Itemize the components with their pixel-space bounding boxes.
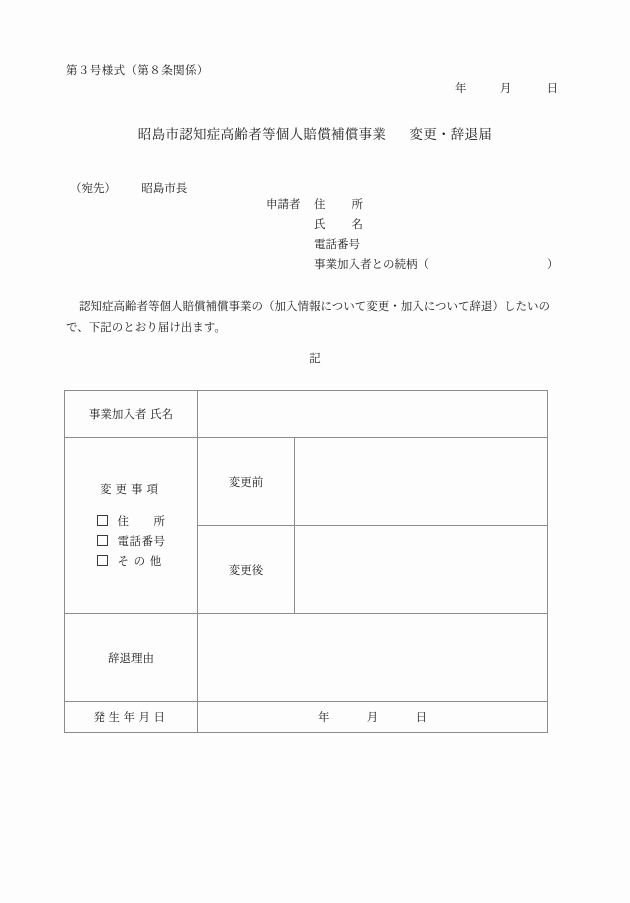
page-title-main: 昭島市認知症高齢者等個人賠償補償事業	[137, 127, 387, 143]
applicant-address-label: 住 所	[314, 197, 363, 211]
table-row-occurrence-date	[65, 702, 548, 733]
checkbox-label-address: 住 所	[117, 513, 166, 528]
insured-name-label: 事業加入者 氏名	[65, 391, 198, 438]
change-items-cell	[65, 438, 198, 614]
table-row-change-before	[65, 438, 548, 526]
page-title	[0, 123, 630, 143]
occurrence-date-value[interactable]	[198, 702, 548, 733]
insured-name-value[interactable]	[198, 391, 548, 438]
checkbox-label-phone: 電話番号	[117, 533, 166, 548]
ki-marker: 記	[309, 351, 321, 365]
checkbox-row-address[interactable]	[97, 511, 166, 531]
body-line-2: たいので、下記のとおり届け出ます。	[66, 299, 551, 334]
addressee-prefix: （宛先）	[70, 181, 116, 195]
applicant-tag: 申請者	[266, 197, 301, 211]
header-date-line	[455, 80, 558, 96]
checkbox-icon[interactable]	[97, 515, 108, 526]
applicant-name-label: 氏 名	[314, 217, 363, 231]
form-table	[64, 390, 548, 733]
table-row-withdrawal-reason	[65, 614, 548, 702]
before-value[interactable]	[295, 438, 548, 526]
occurrence-month: 月	[366, 710, 379, 724]
occurrence-day: 日	[415, 710, 428, 724]
occurrence-date-label: 発生年月日	[65, 702, 198, 733]
applicant-phone-label: 電話番号	[314, 237, 360, 251]
body-line-1: 認知症高齢者等個人賠償補償事業の（加入情報について変更・加入について辞退）し	[79, 299, 516, 313]
withdrawal-reason-label: 辞退理由	[65, 614, 198, 702]
applicant-relation-label: 事業加入者との続柄（ ）	[314, 257, 559, 271]
after-label: 変更後	[198, 526, 295, 614]
body-paragraph	[66, 296, 556, 338]
checkbox-row-phone[interactable]	[97, 531, 166, 551]
checkbox-row-other[interactable]	[97, 551, 166, 571]
header-date-year: 年	[455, 81, 467, 95]
applicant-phone-row	[266, 236, 559, 256]
occurrence-year: 年	[317, 710, 330, 724]
applicant-name-row	[266, 216, 559, 236]
addressee-name: 昭島市長	[141, 181, 188, 195]
header-date-month: 月	[499, 81, 512, 95]
checkbox-label-other: そ の 他	[117, 553, 162, 568]
applicant-block	[266, 196, 559, 276]
addressee-line	[70, 180, 187, 196]
withdrawal-reason-value[interactable]	[198, 614, 548, 702]
checkbox-icon[interactable]	[97, 535, 108, 546]
page-title-sub: 変更・辞退届	[409, 127, 493, 143]
table-row-insured-name	[65, 391, 548, 438]
after-value[interactable]	[295, 526, 548, 614]
form-number: 第３号様式（第８条関係）	[66, 63, 209, 77]
change-items-heading: 変更事項	[100, 481, 162, 496]
applicant-relation-row	[266, 256, 559, 276]
checkbox-icon[interactable]	[97, 555, 108, 566]
applicant-address-row	[266, 196, 559, 216]
before-label: 変更前	[198, 438, 295, 526]
change-checkbox-list	[97, 511, 166, 571]
header-date-day: 日	[546, 81, 559, 95]
